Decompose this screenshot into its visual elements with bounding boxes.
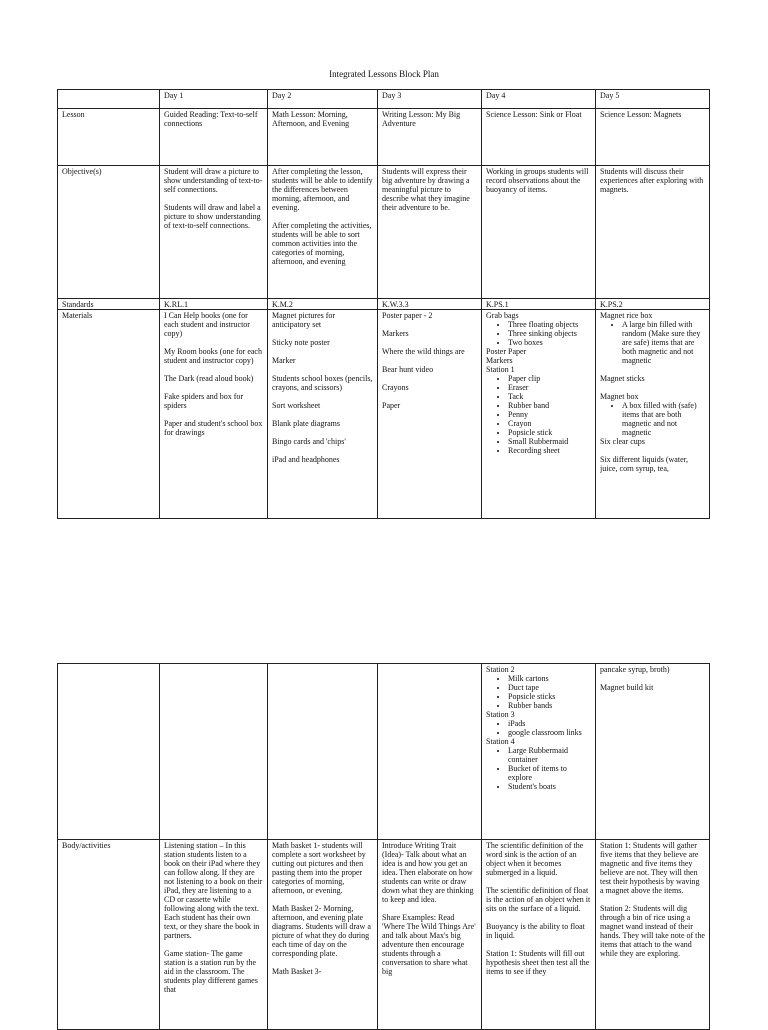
list-item: • Student's boats xyxy=(508,782,591,791)
station-heading: Station 1 xyxy=(486,365,515,374)
table-cell xyxy=(268,166,378,299)
table-cell xyxy=(268,840,378,1030)
table-cell xyxy=(596,310,710,519)
cell-paragraph: Share Examples: Read 'Where The Wild Things Are' and talk about Max's big adventure then encourage students through a conversation to share what big xyxy=(382,913,476,976)
table-cell xyxy=(378,664,482,840)
bullet-list xyxy=(486,374,591,455)
cell-paragraph: The Dark (read aloud book) xyxy=(164,374,254,383)
list-item: • Milk cartons xyxy=(508,674,591,683)
standards-row xyxy=(58,299,710,310)
cell-paragraph: Sticky note poster xyxy=(272,338,330,347)
station-heading: Station 4 xyxy=(486,737,515,746)
cell-paragraph: Six clear cups xyxy=(600,437,645,446)
cell-paragraph: Six different liquids (water, juice, corn syrup, tea, xyxy=(600,455,688,473)
cell-paragraph: Station 1: Students will gather five items that they believe are magnetic and five items they believe are not. They will then test their hypothesis by waving a magnet above the items. xyxy=(600,841,700,895)
cell-paragraph: Bingo cards and 'chips' xyxy=(272,437,346,446)
materials-heading: Poster Paper xyxy=(486,347,527,356)
table-cell xyxy=(58,664,160,840)
row-label: Standards xyxy=(58,299,160,310)
table-cell: Students will express their big adventure by drawing a meaningful picture to describe what they imagine their adventure to be. xyxy=(378,166,482,299)
table-cell: Writing Lesson: My Big Adventure xyxy=(378,109,482,166)
cell-paragraph: After completing the lesson, students will be able to identify the differences between morning, afternoon, and evening. xyxy=(272,167,373,212)
cell-paragraph: Magnet pictures for anticipatory set xyxy=(272,311,336,329)
cell-paragraph: Poster paper - 2 xyxy=(382,311,433,320)
cell-paragraph: Magnet build kit xyxy=(600,683,654,692)
table-cell: K.M.2 xyxy=(268,299,378,310)
list-item: • Penny xyxy=(508,410,591,419)
cell-paragraph: Paper and student's school box for drawings xyxy=(164,419,263,437)
cell-paragraph: My Room books (one for each student and instructor copy) xyxy=(164,347,262,365)
list-item: • Rubber bands xyxy=(508,701,591,710)
cell-paragraph: Math Basket 3- xyxy=(272,967,322,976)
cell-paragraph: Students school boxes (pencils, crayons, and scissors) xyxy=(272,374,373,392)
cell-paragraph: Where the wild things are xyxy=(382,347,465,356)
bullet-list xyxy=(486,320,591,347)
cell-paragraph: Station 2: Students will dig through a bin of rice using a magnet wand instead of their hands. They will take note of the items that attach to the wand while they are exploring. xyxy=(600,904,705,958)
table-cell: Guided Reading: Text-to-self connections xyxy=(160,109,268,166)
day-header: Day 1 xyxy=(160,90,268,109)
table-cell xyxy=(596,840,710,1030)
cell-paragraph: Game station- The game station is a station run by the aid in the classroom. The students play different games that xyxy=(164,949,258,994)
objective-row xyxy=(58,166,710,299)
cell-paragraph: Fake spiders and box for spiders xyxy=(164,392,244,410)
materials-heading: Magnet rice box xyxy=(600,311,653,320)
table-cell: Science Lesson: Magnets xyxy=(596,109,710,166)
table-cell xyxy=(378,310,482,519)
list-item: • A box filled with (safe) items that are both magnetic and not magnetic xyxy=(622,401,705,437)
cell-paragraph: Magnet sticks xyxy=(600,374,645,383)
row-label: Materials xyxy=(58,310,160,519)
materials-row xyxy=(58,310,710,519)
list-item: • Small Rubbermaid xyxy=(508,437,591,446)
table-cell: Math Lesson: Morning, Afternoon, and Evening xyxy=(268,109,378,166)
list-item: • A large bin filled with random (Make sure they are safe) items that are both magnetic and not magnetic xyxy=(622,320,705,365)
list-item: • Eraser xyxy=(508,383,591,392)
day-header-row xyxy=(58,90,710,109)
list-item: • Popsicle sticks xyxy=(508,692,591,701)
list-item: • Tack xyxy=(508,392,591,401)
table-cell: Working in groups students will record observations about the buoyancy of items. xyxy=(482,166,596,299)
row-label: Body/activities xyxy=(58,840,160,1030)
cell-paragraph: Station 1: Students will fill out hypothesis sheet then test all the items to see if they xyxy=(486,949,590,976)
cell-paragraph: Student will draw a picture to show understanding of text-to-self connections. xyxy=(164,167,263,194)
cell-paragraph: iPad and headphones xyxy=(272,455,340,464)
bullet-list xyxy=(600,401,705,437)
document-title: Integrated Lessons Block Plan xyxy=(329,69,439,79)
table-cell: Science Lesson: Sink or Float xyxy=(482,109,596,166)
list-item: • Three sinking objects xyxy=(508,329,591,338)
cell-paragraph: pancake syrup, broth) xyxy=(600,665,670,674)
table-cell: K.PS.1 xyxy=(482,299,596,310)
corner-cell xyxy=(58,90,160,109)
list-item: • iPads xyxy=(508,719,591,728)
cell-paragraph: Bear hunt video xyxy=(382,365,434,374)
cell-paragraph: Math Basket 2- Morning, afternoon, and evening plate diagrams. Students will draw a picture of what they do during each time of day on the corresponding plate. xyxy=(272,904,371,958)
bullet-list xyxy=(486,674,591,710)
list-item: • Recording sheet xyxy=(508,446,591,455)
list-item: • Paper clip xyxy=(508,374,591,383)
bullet-list xyxy=(486,719,591,737)
cell-paragraph: After completing the activities, students will be able to sort common activities into the categories of morning, afternoon, and evening xyxy=(272,221,372,266)
list-item: • Bucket of items to explore xyxy=(508,764,591,782)
list-item: • Large Rubbermaid container xyxy=(508,746,591,764)
cell-paragraph: Sort worksheet xyxy=(272,401,321,410)
row-label: Lesson xyxy=(58,109,160,166)
materials-heading: Markers xyxy=(486,356,513,365)
table-cell xyxy=(160,166,268,299)
body-activities-row xyxy=(58,840,710,1030)
station-heading: Station 3 xyxy=(486,710,515,719)
list-item: • Duct tape xyxy=(508,683,591,692)
station-heading: Station 2 xyxy=(486,665,515,674)
cell-paragraph: The scientific definition of the word sink is the action of an object when it becomes submerged in a liquid. xyxy=(486,841,584,877)
table-cell xyxy=(596,664,710,840)
table-cell xyxy=(160,310,268,519)
table-cell xyxy=(482,664,596,840)
cell-paragraph: Listening station – In this station students listen to a book on their iPad where they can follow along. If they are not listening to a book on their iPad, they are listening to a CD or cassette while following along with the text. Each student has their own text, or they share the book in partners. xyxy=(164,841,263,940)
cell-paragraph: Markers xyxy=(382,329,409,338)
table-cell xyxy=(160,840,268,1030)
table-cell xyxy=(378,840,482,1030)
cell-paragraph: Introduce Writing Trait (Idea)- Talk about what an idea is and how you get an idea. Then elaborate on how students can write or draw down what they are thinking to keep and idea. xyxy=(382,841,474,904)
bullet-list xyxy=(486,746,591,791)
lesson-plan-table xyxy=(57,89,710,519)
cell-paragraph: Marker xyxy=(272,356,296,365)
materials-heading: Grab bags xyxy=(486,311,519,320)
list-item: • Rubber band xyxy=(508,401,591,410)
cell-paragraph: Math basket 1- students will complete a sort worksheet by cutting out pictures and then pasting them into the proper categories of morning, afternoon, or evening. xyxy=(272,841,366,895)
day-header: Day 4 xyxy=(482,90,596,109)
table-cell: K.PS.2 xyxy=(596,299,710,310)
table-cell xyxy=(160,664,268,840)
table-cell xyxy=(482,840,596,1030)
cell-paragraph: Students will draw and label a picture to show understanding of text-to-self connections. xyxy=(164,203,261,230)
table-cell: K.W.3.3 xyxy=(378,299,482,310)
bullet-list xyxy=(600,320,705,365)
cell-paragraph: Buoyancy is the ability to float in liquid. xyxy=(486,922,585,940)
day-header: Day 2 xyxy=(268,90,378,109)
table-cell: Students will discuss their experiences after exploring with magnets. xyxy=(596,166,710,299)
list-item: • Three floating objects xyxy=(508,320,591,329)
list-item: • Crayon xyxy=(508,419,591,428)
lesson-plan-table-continued xyxy=(57,663,710,1030)
list-item: • google classroom links xyxy=(508,728,591,737)
cell-paragraph: The scientific definition of float is the action of an object when it sits on the surface of a liquid. xyxy=(486,886,591,913)
lesson-row xyxy=(58,109,710,166)
row-label: Objective(s) xyxy=(58,166,160,299)
day-header: Day 3 xyxy=(378,90,482,109)
materials-heading: Magnet box xyxy=(600,392,639,401)
cell-paragraph: I Can Help books (one for each student and instructor copy) xyxy=(164,311,250,338)
cell-paragraph: Blank plate diagrams xyxy=(272,419,340,428)
list-item: • Two boxes xyxy=(508,338,591,347)
materials-row-continued xyxy=(58,664,710,840)
cell-paragraph: Paper xyxy=(382,401,401,410)
day-header: Day 5 xyxy=(596,90,710,109)
cell-paragraph: Crayons xyxy=(382,383,409,392)
table-cell: K.RL.1 xyxy=(160,299,268,310)
table-cell xyxy=(268,310,378,519)
table-cell xyxy=(482,310,596,519)
table-cell xyxy=(268,664,378,840)
list-item: • Popsicle stick xyxy=(508,428,591,437)
